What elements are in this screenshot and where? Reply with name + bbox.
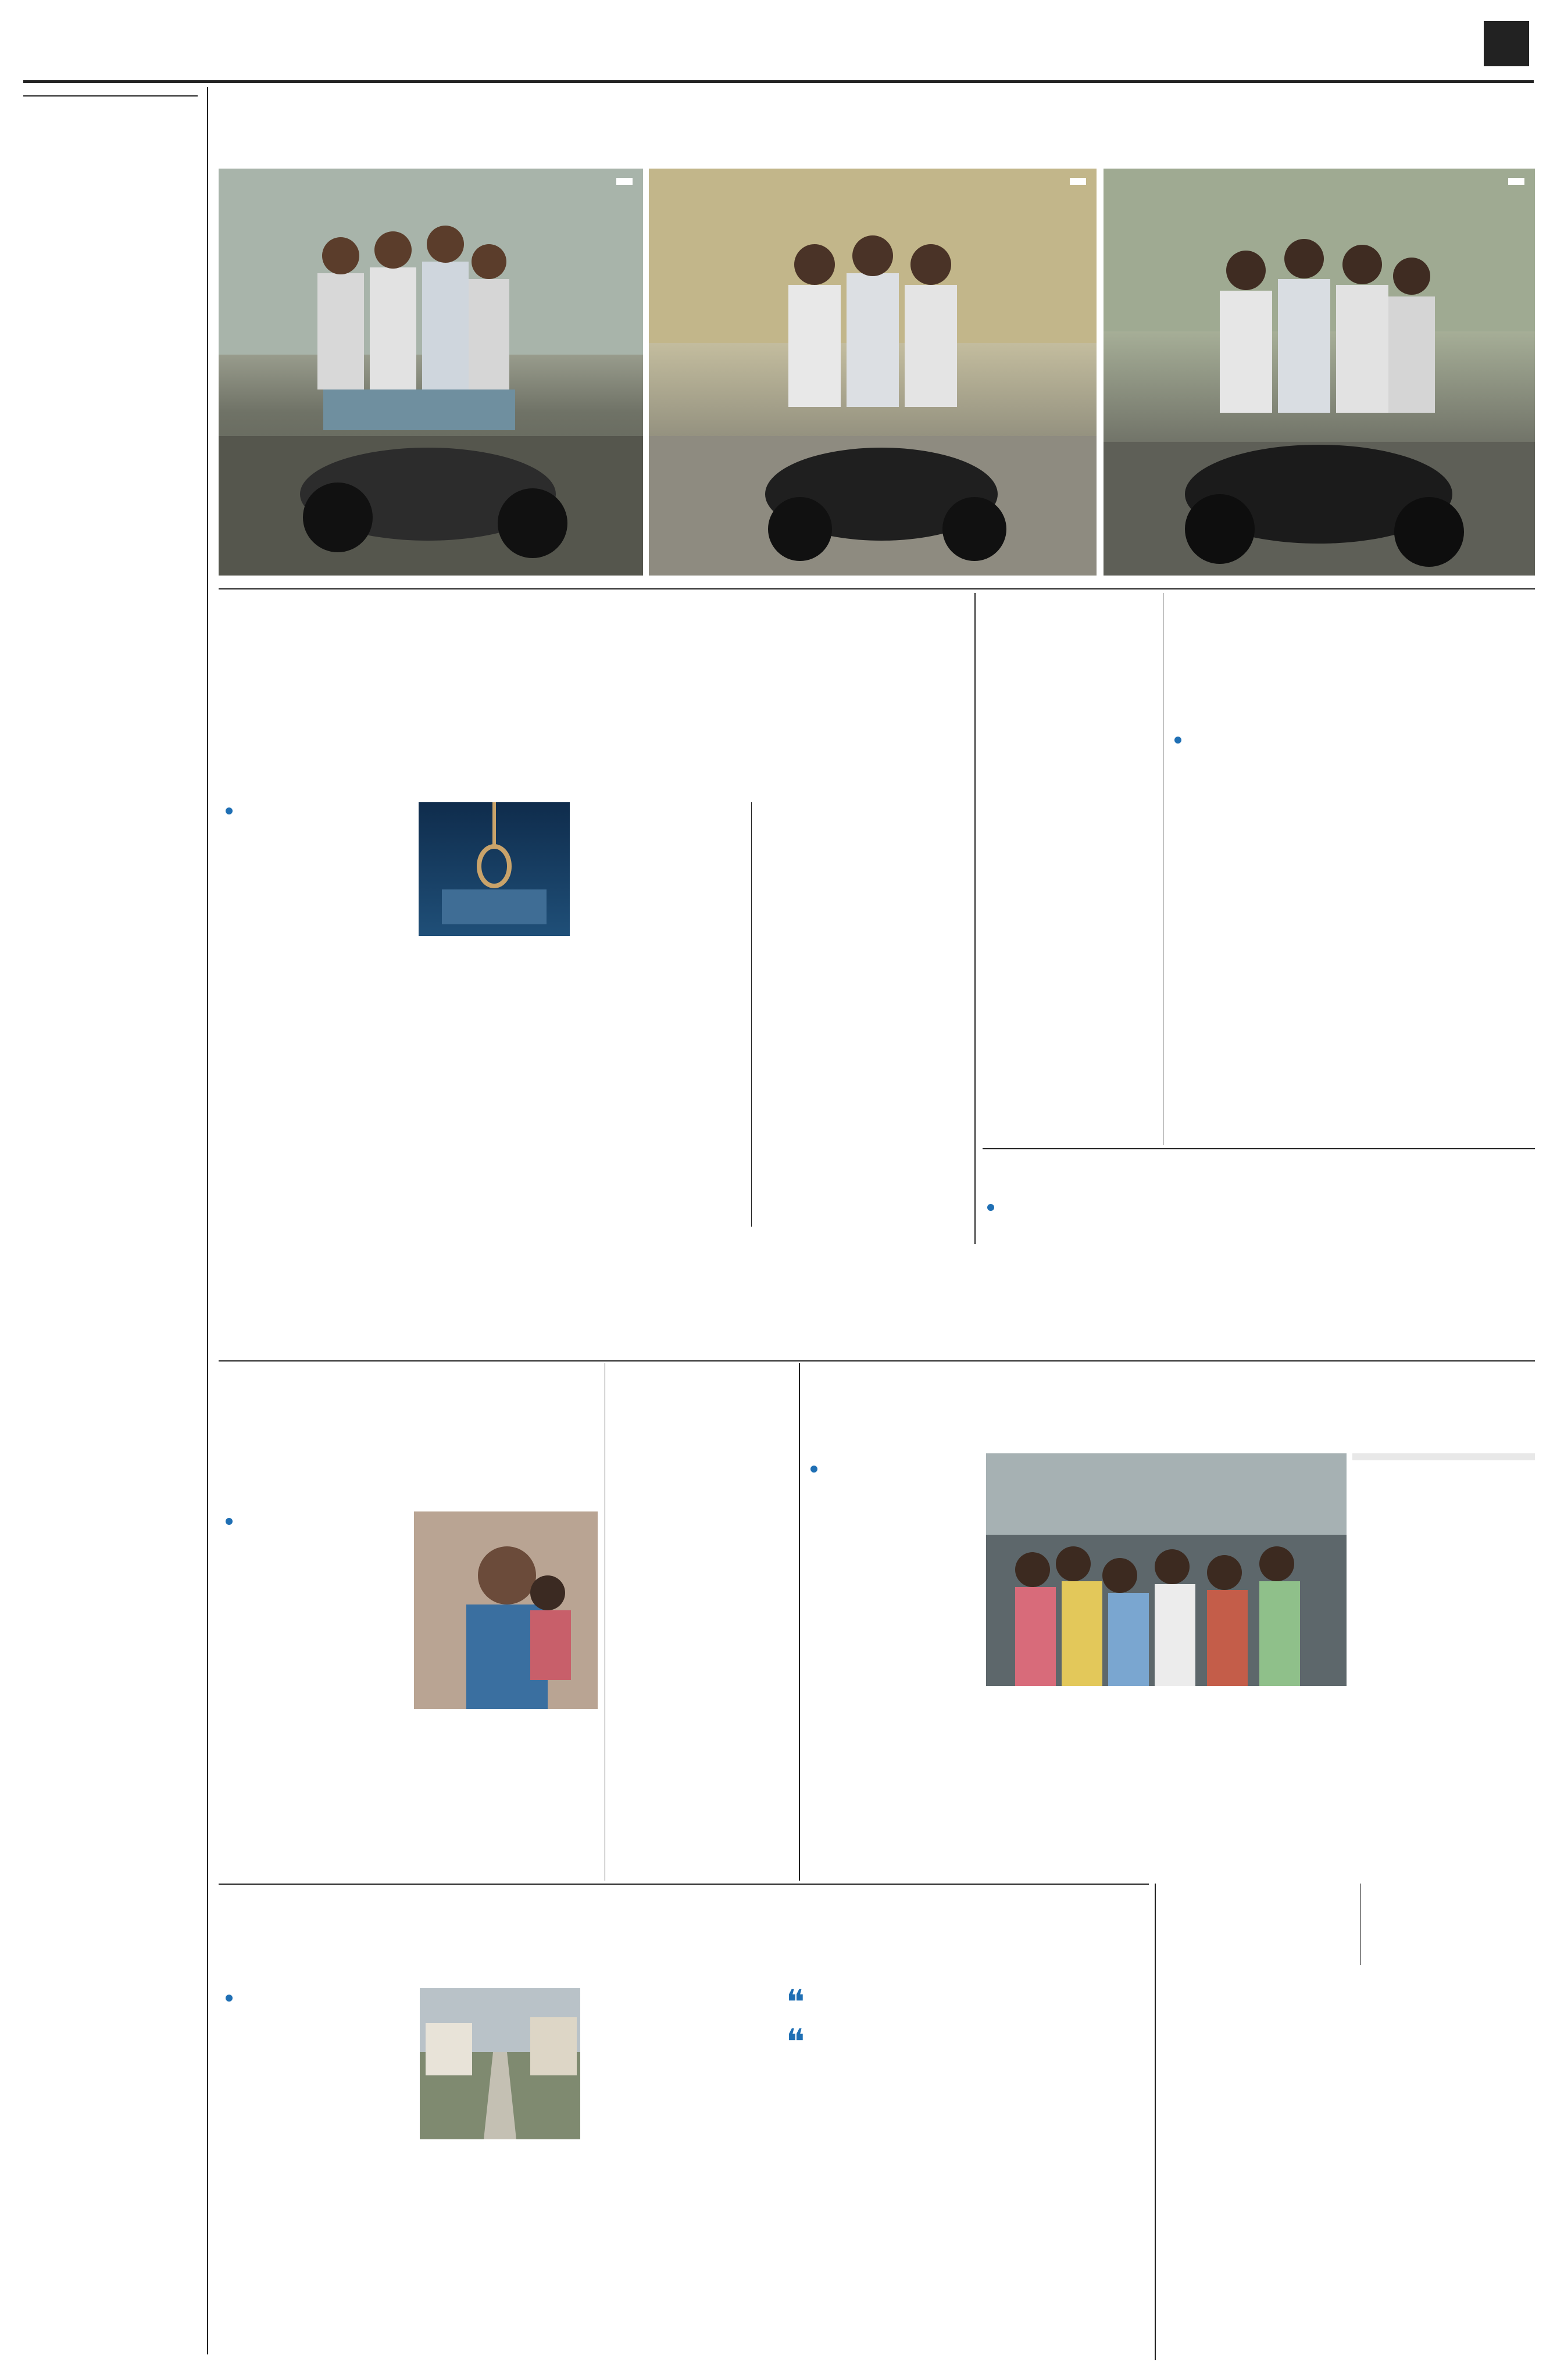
child-deck [221,1477,599,1506]
camp-crowd-illustration [986,1453,1347,1686]
collector-byline [806,1459,980,1496]
doctors-headline [1170,594,1536,693]
left-column-rule [207,87,208,2354]
rohit-quotes [786,1988,1147,2356]
society-lane-illustration [420,1988,580,2139]
rohit-kicker [221,1889,1151,1921]
drown-headline [758,805,967,869]
gang-headline [983,593,1157,680]
photo-label-tulsi-nagar [616,178,633,185]
suicide-byline [221,801,413,838]
wheat-text [1163,2004,1355,2356]
collector-col2 [986,1710,1160,1879]
photo-label-harshvardhan-nagar [1070,178,1086,185]
photo-tulsi-nagar [219,169,643,576]
drown-text [758,872,967,1228]
sidebar-head [1352,1453,1535,1460]
rohit-col3 [587,1988,779,2356]
fraud-headline [983,1154,1535,1195]
noose-photo [419,802,570,936]
collector-headline [806,1365,1535,1423]
rohit-byline [221,1988,413,2025]
rohit-col1 [221,2030,413,2356]
fraud-top-rule [983,1148,1535,1149]
child-headline [221,1366,599,1471]
middle-col-rule [974,593,976,1244]
crime-headline [612,1366,792,1471]
second-band-rule [219,1360,1535,1361]
collector-col1 [806,1501,980,1879]
quote-icon-2: ❝ [786,2022,805,2063]
suicide-col2 [419,942,570,1228]
collector-deck [806,1423,1535,1452]
fraud-col3 [1354,1199,1535,1355]
rohit-headline [221,1922,1151,1982]
collector-col3 [1167,1710,1345,1879]
crime-text [612,1472,792,1879]
masthead-rule [23,80,1534,83]
rohit-col2 [420,2145,580,2356]
suicide-col1 [221,844,413,1228]
collector-photo-caption [986,1687,1347,1708]
scooter-riders-illustration-2 [649,169,1097,576]
traffic-bottom-rule [219,588,1535,589]
child-col1 [221,1553,407,1879]
suicide-kicker [221,594,965,629]
doctors-byline [1170,730,1350,767]
crime-rule [799,1363,800,1881]
photo-harshvardhan-nagar [649,169,1097,576]
rohit-rule [1155,1884,1156,2360]
photo-label-panchsheel-nagar [1508,178,1524,185]
fraud-byline [983,1198,1163,1235]
photo-panchsheel-nagar [1104,169,1535,576]
third-band-rule [219,1884,1149,1885]
fraud-col1 [983,1238,1157,1355]
quote-icon: ❝ [786,1988,805,2023]
brief-list [23,134,198,2360]
brief-label-rule [23,95,198,97]
suicide-col3 [576,807,744,1228]
collector-photo [986,1453,1347,1686]
section-title [657,13,936,71]
child-byline [221,1511,407,1549]
gang-text [983,686,1157,1145]
masthead [0,0,1557,81]
doctors-col1 [1170,773,1350,1145]
suicide-headline [219,634,969,796]
page-number [1484,21,1529,66]
collector-sidebar [1352,1453,1535,1879]
scooter-riders-illustration [219,169,643,576]
noose-icon [419,802,570,936]
fraud-col2 [1167,1199,1342,1355]
mother-child-illustration [414,1511,598,1709]
minor-headline-block [1162,1884,1535,2000]
suicide-divider [751,802,752,1227]
doctors-col2 [1356,730,1536,1145]
traffic-headline [221,92,1535,150]
child-col2 [414,1712,598,1879]
child-photo [414,1511,598,1709]
doctors-deck [1170,694,1536,723]
motorbike-riders-illustration [1104,169,1535,576]
rohit-photo [420,1988,580,2139]
